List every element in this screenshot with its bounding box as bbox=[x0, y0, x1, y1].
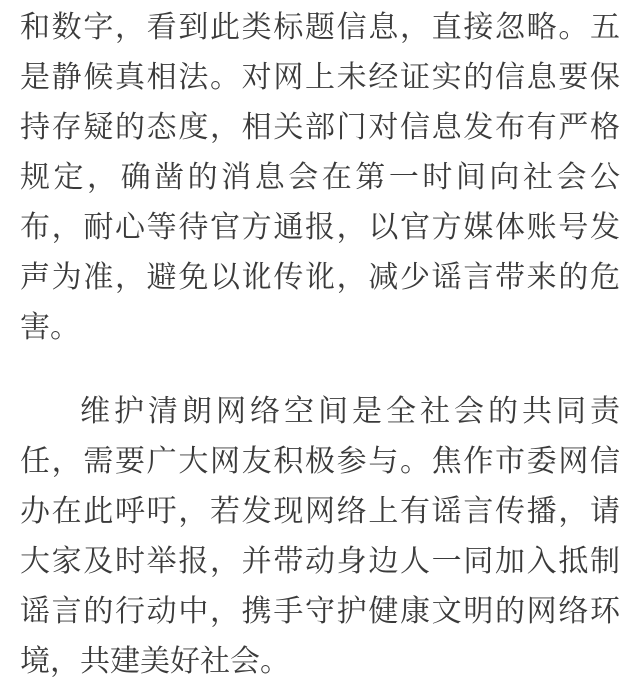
text-line: 害。 bbox=[20, 310, 80, 345]
text-line: 规定，确凿的消息会在第一时间向社会公 bbox=[20, 160, 620, 195]
text-line: 谣言的行动中，携手守护健康文明的网络环 bbox=[20, 594, 620, 629]
text-line: 境，共建美好社会。 bbox=[20, 644, 290, 679]
text-line: 是静候真相法。对网上未经证实的信息要保 bbox=[20, 60, 620, 95]
text-line: 声为准，避免以讹传讹，减少谣言带来的危 bbox=[20, 260, 620, 295]
text-line: 持存疑的态度，相关部门对信息发布有严格 bbox=[20, 110, 620, 145]
text-line: 布，耐心等待官方通报，以官方媒体账号发 bbox=[20, 210, 620, 245]
text-line: 维护清朗网络空间是全社会的共同责 bbox=[80, 394, 620, 429]
text-line: 大家及时举报，并带动身边人一同加入抵制 bbox=[20, 544, 620, 579]
text-line: 办在此呼吁，若发现网络上有谣言传播，请 bbox=[20, 494, 620, 529]
text-line: 和数字，看到此类标题信息，直接忽略。五 bbox=[20, 10, 620, 45]
text-line: 任，需要广大网友积极参与。焦作市委网信 bbox=[20, 444, 620, 479]
